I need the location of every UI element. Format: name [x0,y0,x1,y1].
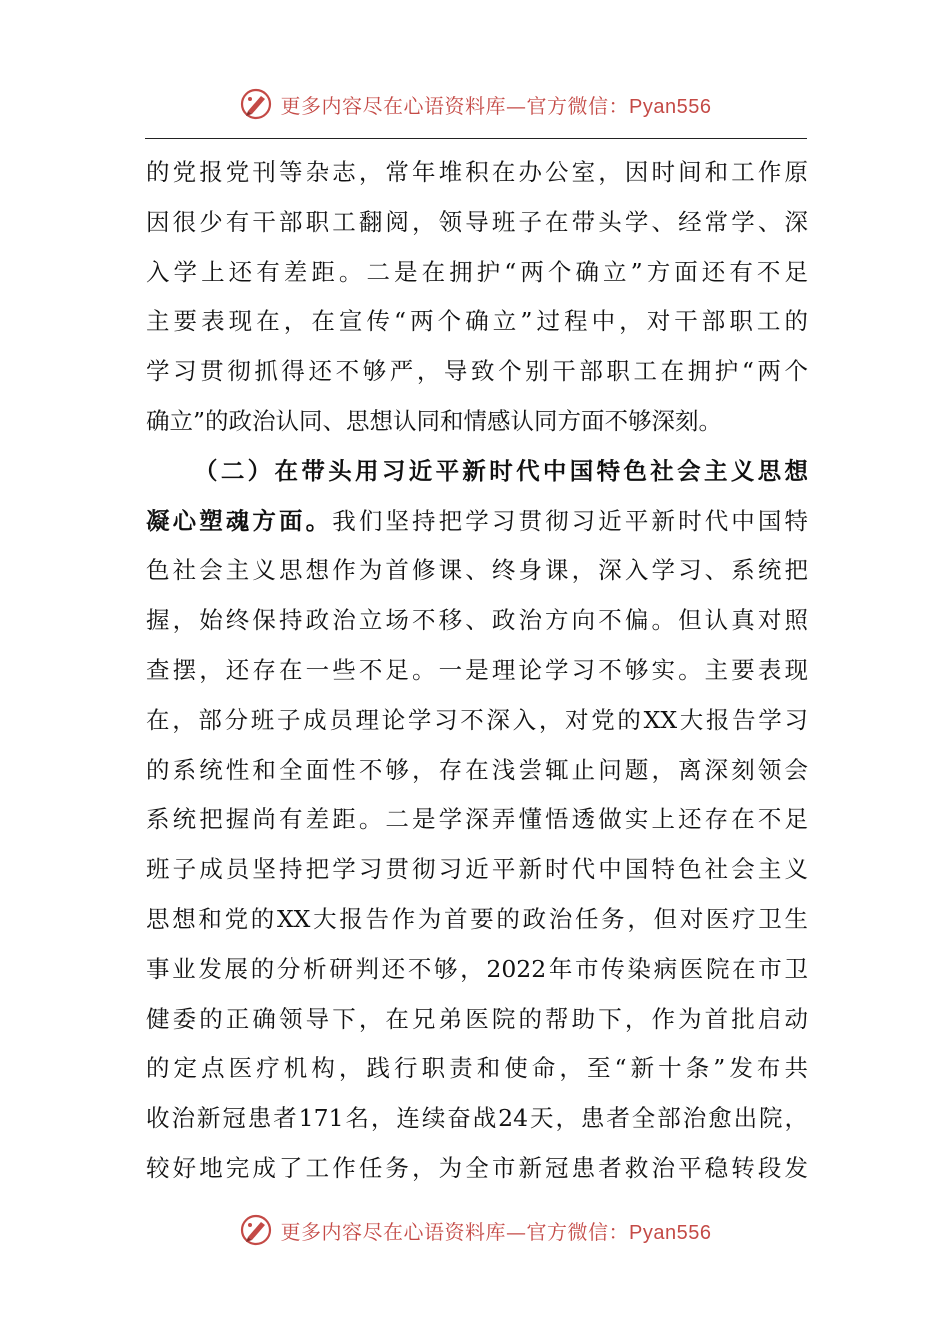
text-line [146,746,808,796]
line-text: 的定点医疗机构，践行职责和使命，至“新十条”发布共 [146,1054,808,1083]
document-body [146,148,808,1194]
footer-watermark [0,1210,950,1250]
text-line [146,795,808,845]
text-line [146,1094,808,1144]
text-line [146,497,808,547]
pen-seal-icon [239,87,273,121]
pen-seal-icon [239,1213,273,1247]
line-text: 收治新冠患者171名，连续奋战24天，患者全部治愈出院， [146,1104,808,1133]
line-text: 握，始终保持政治立场不移、政治方向不偏。但认真对照 [146,606,808,635]
line-text: 我们坚持把学习贯彻习近平新时代中国特 [332,506,808,535]
text-line [146,447,808,497]
line-text: 健委的正确领导下，在兄弟医院的帮助下，作为首批启动 [146,1004,808,1033]
watermark-text: 更多内容尽在心语资料库—官方微信：Pyan556 [280,93,712,118]
line-text: 在，部分班子成员理论学习不深入，对党的XX大报告学习 [146,705,808,734]
text-line [146,198,808,248]
line-text: 系统把握尚有差距。二是学深弄懂悟透做实上还存在不足 [146,805,808,834]
section-heading: 凝心塑魂方面。 [146,506,333,535]
text-line [146,248,808,298]
text-line [146,546,808,596]
header-watermark [0,84,950,124]
watermark-text: 更多内容尽在心语资料库—官方微信：Pyan556 [280,1219,712,1244]
text-line [146,1144,808,1194]
line-text: 查摆，还存在一些不足。一是理论学习不够实。主要表现 [146,655,808,684]
line-text: 入学上还有差距。二是在拥护“两个确立”方面还有不足 [146,257,808,286]
text-line [146,596,808,646]
line-text: 因很少有干部职工翻阅，领导班子在带头学、经常学、深 [146,207,808,236]
text-line [146,845,808,895]
line-text: 事业发展的分析研判还不够，2022年市传染病医院在市卫 [146,954,808,983]
line-text: 的党报党刊等杂志，常年堆积在办公室，因时间和工作原 [146,158,808,186]
line-text: 确立”的政治认同、思想认同和情感认同方面不够深刻。 [146,406,723,435]
text-line [146,696,808,746]
text-line [146,895,808,945]
text-line [146,148,808,198]
line-text: 主要表现在，在宣传“两个确立”过程中，对干部职工的 [146,307,808,336]
line-text: 色社会主义思想作为首修课、终身课，深入学习、系统把 [146,556,808,585]
header-divider [145,138,807,139]
text-line [146,347,808,397]
line-text: 学习贯彻抓得还不够严，导致个别干部职工在拥护“两个 [146,357,808,386]
line-text: 思想和党的XX大报告作为首要的政治任务，但对医疗卫生 [146,904,808,933]
line-text: 班子成员坚持把学习贯彻习近平新时代中国特色社会主义 [146,855,808,884]
line-text: 的系统性和全面性不够，存在浅尝辄止问题，离深刻领会 [146,755,808,784]
text-line [146,646,808,696]
text-line [146,1044,808,1094]
section-heading: （二）在带头用习近平新时代中国特色社会主义思想 [194,456,808,485]
text-line [146,945,808,995]
line-text: 较好地完成了工作任务，为全市新冠患者救治平稳转段发 [146,1153,808,1182]
text-line [146,397,808,447]
text-line [146,995,808,1045]
text-line [146,297,808,347]
